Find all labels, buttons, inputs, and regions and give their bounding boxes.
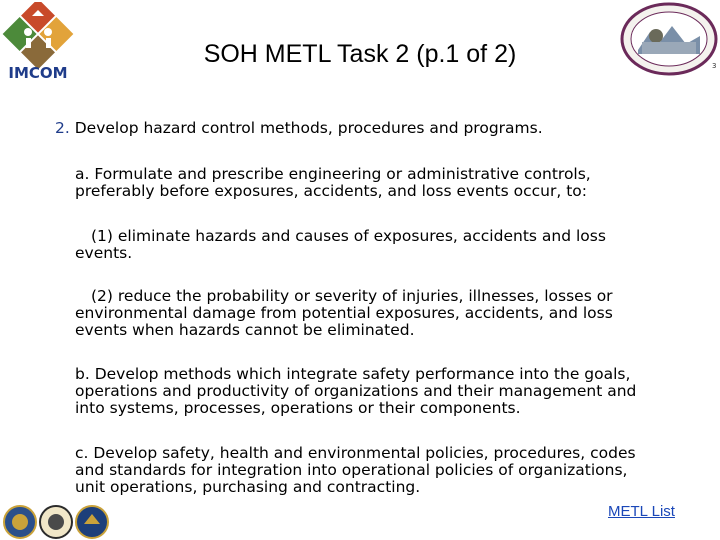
item-a2: [75, 288, 613, 339]
item-a-line: preferably before exposures, accidents, and loss events occur, to:: [75, 182, 587, 200]
seal-icon: [40, 506, 72, 538]
item-c-line: and standards for integration into operational policies of organizations,: [75, 461, 628, 479]
seal-icon: [76, 506, 108, 538]
item-a-line: a. Formulate and prescribe engineering or administrative controls,: [75, 165, 591, 183]
item-b-line: into systems, processes, operations or their components.: [75, 399, 521, 417]
item-b: [75, 366, 636, 417]
item-c-line: unit operations, purchasing and contracting.: [75, 478, 421, 496]
item-a2-line: events when hazards cannot be eliminated.: [75, 321, 415, 339]
item-a1: [75, 228, 606, 262]
item-a: [75, 166, 591, 200]
imcom-logo: [2, 2, 74, 88]
page-number: 3: [712, 62, 717, 70]
item-a1-line: events.: [75, 244, 133, 262]
item-2-text: Develop hazard control methods, procedures and programs.: [74, 119, 543, 137]
agency-seal: [620, 2, 718, 76]
item-a2-line: environmental damage from potential exposures, accidents, and loss: [75, 304, 613, 322]
svg-text:IMCOM: IMCOM: [8, 64, 68, 82]
item-b-line: operations and productivity of organizations and their management and: [75, 382, 637, 400]
item-2-number: 2.: [55, 119, 70, 137]
item-2: [55, 120, 543, 137]
item-a2-line: (2) reduce the probability or severity of injuries, illnesses, losses or: [91, 287, 613, 305]
item-a1-line: (1) eliminate hazards and causes of exposures, accidents and loss: [91, 227, 606, 245]
metl-list-link[interactable]: METL List: [608, 503, 675, 520]
service-seals: [2, 504, 112, 540]
seal-icon: [4, 506, 36, 538]
page-title: SOH METL Task 2 (p.1 of 2): [203, 40, 517, 68]
item-c: [75, 445, 636, 496]
item-c-line: c. Develop safety, health and environmental policies, procedures, codes: [75, 444, 636, 462]
item-b-line: b. Develop methods which integrate safety performance into the goals,: [75, 365, 631, 383]
